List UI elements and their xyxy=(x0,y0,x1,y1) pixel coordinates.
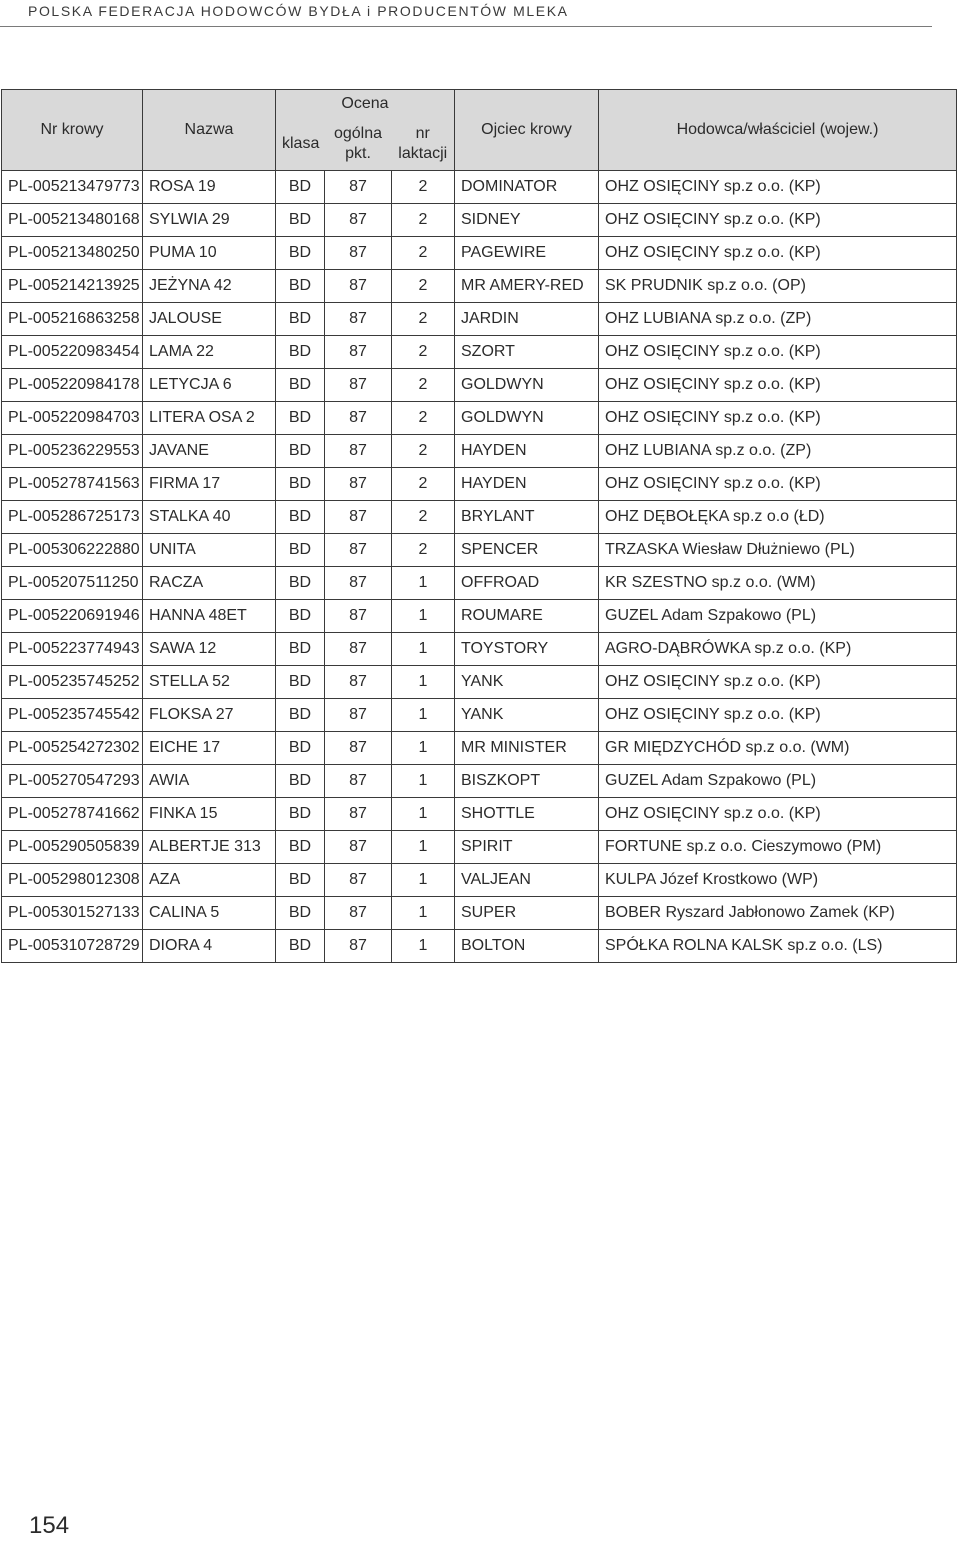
cell-hodowca: GR MIĘDZYCHÓD sp.z o.o. (WM) xyxy=(599,732,957,765)
cell-ogolna: 87 xyxy=(325,435,392,468)
cell-ojciec: MR AMERY-RED xyxy=(455,270,599,303)
cell-nr-laktacji: 1 xyxy=(392,897,455,930)
cell-ogolna: 87 xyxy=(325,534,392,567)
cell-klasa: BD xyxy=(276,798,325,831)
cell-nazwa: JAVANE xyxy=(143,435,276,468)
cell-nr-krowy: PL-005220983454 xyxy=(2,336,143,369)
table-body xyxy=(2,171,957,963)
cell-nr-laktacji: 2 xyxy=(392,204,455,237)
cell-nr-krowy: PL-005214213925 xyxy=(2,270,143,303)
cell-nr-laktacji: 2 xyxy=(392,534,455,567)
cell-ogolna: 87 xyxy=(325,831,392,864)
cell-ogolna: 87 xyxy=(325,864,392,897)
table-row xyxy=(2,468,957,501)
cell-nazwa: DIORA 4 xyxy=(143,930,276,963)
col-header-ocena: Ocena xyxy=(276,90,455,119)
table-row xyxy=(2,270,957,303)
cell-nr-laktacji: 1 xyxy=(392,633,455,666)
cell-ogolna: 87 xyxy=(325,237,392,270)
cell-ogolna: 87 xyxy=(325,897,392,930)
cell-ogolna: 87 xyxy=(325,666,392,699)
cell-ojciec: SPENCER xyxy=(455,534,599,567)
cell-nr-krowy: PL-005216863258 xyxy=(2,303,143,336)
cell-klasa: BD xyxy=(276,930,325,963)
cell-klasa: BD xyxy=(276,336,325,369)
cell-nr-laktacji: 1 xyxy=(392,666,455,699)
cell-nr-krowy: PL-005270547293 xyxy=(2,765,143,798)
page-number: 154 xyxy=(29,1512,70,1539)
cell-ogolna: 87 xyxy=(325,699,392,732)
cows-table xyxy=(1,89,957,963)
cell-ogolna: 87 xyxy=(325,501,392,534)
cell-nazwa: ROSA 19 xyxy=(143,171,276,204)
table-row xyxy=(2,435,957,468)
cell-nr-krowy: PL-005278741563 xyxy=(2,468,143,501)
cell-hodowca: KULPA Józef Krostkowo (WP) xyxy=(599,864,957,897)
cell-nazwa: LITERA OSA 2 xyxy=(143,402,276,435)
cell-nr-laktacji: 1 xyxy=(392,600,455,633)
cell-klasa: BD xyxy=(276,237,325,270)
cell-nr-krowy: PL-005223774943 xyxy=(2,633,143,666)
cell-nazwa: FLOKSA 27 xyxy=(143,699,276,732)
cell-klasa: BD xyxy=(276,435,325,468)
cell-nr-krowy: PL-005310728729 xyxy=(2,930,143,963)
cell-ogolna: 87 xyxy=(325,204,392,237)
cell-hodowca: OHZ LUBIANA sp.z o.o. (ZP) xyxy=(599,435,957,468)
cell-klasa: BD xyxy=(276,171,325,204)
cell-klasa: BD xyxy=(276,204,325,237)
cell-nr-krowy: PL-005306222880 xyxy=(2,534,143,567)
cell-ojciec: BOLTON xyxy=(455,930,599,963)
cell-hodowca: GUZEL Adam Szpakowo (PL) xyxy=(599,600,957,633)
cell-ogolna: 87 xyxy=(325,336,392,369)
table-row xyxy=(2,666,957,699)
cell-nazwa: PUMA 10 xyxy=(143,237,276,270)
cell-hodowca: OHZ OSIĘCINY sp.z o.o. (KP) xyxy=(599,798,957,831)
cell-nr-laktacji: 2 xyxy=(392,468,455,501)
cell-nazwa: FINKA 15 xyxy=(143,798,276,831)
cell-klasa: BD xyxy=(276,666,325,699)
table-row xyxy=(2,831,957,864)
cell-nazwa: LAMA 22 xyxy=(143,336,276,369)
cell-klasa: BD xyxy=(276,897,325,930)
cell-ogolna: 87 xyxy=(325,303,392,336)
cell-nazwa: LETYCJA 6 xyxy=(143,369,276,402)
cell-ojciec: SPIRIT xyxy=(455,831,599,864)
cell-klasa: BD xyxy=(276,534,325,567)
cell-nazwa: FIRMA 17 xyxy=(143,468,276,501)
cell-nr-laktacji: 2 xyxy=(392,501,455,534)
cell-ojciec: GOLDWYN xyxy=(455,402,599,435)
cell-klasa: BD xyxy=(276,699,325,732)
table-row xyxy=(2,765,957,798)
cell-nazwa: CALINA 5 xyxy=(143,897,276,930)
table-row xyxy=(2,303,957,336)
table-row xyxy=(2,534,957,567)
cell-ojciec: ROUMARE xyxy=(455,600,599,633)
cell-nr-laktacji: 1 xyxy=(392,699,455,732)
cell-nazwa: RACZA xyxy=(143,567,276,600)
cell-ojciec: BRYLANT xyxy=(455,501,599,534)
cell-nr-laktacji: 1 xyxy=(392,732,455,765)
cell-nr-laktacji: 1 xyxy=(392,930,455,963)
cell-ogolna: 87 xyxy=(325,732,392,765)
cell-nr-laktacji: 1 xyxy=(392,567,455,600)
cell-nr-krowy: PL-005235745252 xyxy=(2,666,143,699)
cell-nr-laktacji: 2 xyxy=(392,369,455,402)
table-row xyxy=(2,336,957,369)
cell-ojciec: JARDIN xyxy=(455,303,599,336)
cell-nazwa: AWIA xyxy=(143,765,276,798)
table-row xyxy=(2,798,957,831)
cell-klasa: BD xyxy=(276,303,325,336)
table-row xyxy=(2,501,957,534)
cell-ojciec: MR MINISTER xyxy=(455,732,599,765)
cell-nr-krowy: PL-005290505839 xyxy=(2,831,143,864)
cell-klasa: BD xyxy=(276,567,325,600)
cell-ogolna: 87 xyxy=(325,600,392,633)
cell-nr-laktacji: 1 xyxy=(392,798,455,831)
cell-hodowca: AGRO-DĄBRÓWKA sp.z o.o. (KP) xyxy=(599,633,957,666)
cell-nr-laktacji: 1 xyxy=(392,765,455,798)
cell-ojciec: GOLDWYN xyxy=(455,369,599,402)
cell-nr-krowy: PL-005278741662 xyxy=(2,798,143,831)
cell-klasa: BD xyxy=(276,600,325,633)
col-header-ojciec: Ojciec krowy xyxy=(455,90,599,171)
cell-ogolna: 87 xyxy=(325,369,392,402)
cell-ojciec: HAYDEN xyxy=(455,435,599,468)
cell-hodowca: OHZ OSIĘCINY sp.z o.o. (KP) xyxy=(599,666,957,699)
cell-nr-krowy: PL-005220984178 xyxy=(2,369,143,402)
cell-hodowca: OHZ OSIĘCINY sp.z o.o. (KP) xyxy=(599,369,957,402)
cell-nazwa: SYLWIA 29 xyxy=(143,204,276,237)
cell-nazwa: STALKA 40 xyxy=(143,501,276,534)
cell-nazwa: STELLA 52 xyxy=(143,666,276,699)
cell-klasa: BD xyxy=(276,501,325,534)
cell-nazwa: HANNA 48ET xyxy=(143,600,276,633)
cell-klasa: BD xyxy=(276,864,325,897)
cell-nr-laktacji: 2 xyxy=(392,336,455,369)
cell-ojciec: SIDNEY xyxy=(455,204,599,237)
col-header-klasa: klasa xyxy=(276,118,325,171)
cell-nazwa: JEŻYNA 42 xyxy=(143,270,276,303)
cell-klasa: BD xyxy=(276,468,325,501)
cell-hodowca: OHZ OSIĘCINY sp.z o.o. (KP) xyxy=(599,237,957,270)
cell-nr-krowy: PL-005213480250 xyxy=(2,237,143,270)
cell-klasa: BD xyxy=(276,270,325,303)
cell-nazwa: SAWA 12 xyxy=(143,633,276,666)
cell-nr-krowy: PL-005207511250 xyxy=(2,567,143,600)
cell-ojciec: YANK xyxy=(455,666,599,699)
cell-nr-laktacji: 1 xyxy=(392,864,455,897)
cell-ojciec: DOMINATOR xyxy=(455,171,599,204)
cell-hodowca: FORTUNE sp.z o.o. Cieszymowo (PM) xyxy=(599,831,957,864)
cell-klasa: BD xyxy=(276,402,325,435)
cell-klasa: BD xyxy=(276,831,325,864)
table-row xyxy=(2,897,957,930)
cell-hodowca: GUZEL Adam Szpakowo (PL) xyxy=(599,765,957,798)
cell-ogolna: 87 xyxy=(325,171,392,204)
cell-klasa: BD xyxy=(276,633,325,666)
cell-hodowca: BOBER Ryszard Jabłonowo Zamek (KP) xyxy=(599,897,957,930)
cell-nr-laktacji: 2 xyxy=(392,171,455,204)
col-header-nazwa: Nazwa xyxy=(143,90,276,171)
page-header-title: POLSKA FEDERACJA HODOWCÓW BYDŁA i PRODUCENTÓW MLEKA xyxy=(28,3,569,19)
cell-hodowca: SK PRUDNIK sp.z o.o. (OP) xyxy=(599,270,957,303)
col-header-nr-krowy: Nr krowy xyxy=(2,90,143,171)
cell-hodowca: OHZ OSIĘCINY sp.z o.o. (KP) xyxy=(599,336,957,369)
cell-nr-laktacji: 2 xyxy=(392,435,455,468)
table-row xyxy=(2,402,957,435)
cell-nazwa: JALOUSE xyxy=(143,303,276,336)
cell-nr-krowy: PL-005286725173 xyxy=(2,501,143,534)
cell-nazwa: ALBERTJE 313 xyxy=(143,831,276,864)
cell-ogolna: 87 xyxy=(325,633,392,666)
table-row xyxy=(2,369,957,402)
table-row xyxy=(2,699,957,732)
cell-nr-krowy: PL-005301527133 xyxy=(2,897,143,930)
cell-nr-krowy: PL-005220691946 xyxy=(2,600,143,633)
cell-nazwa: EICHE 17 xyxy=(143,732,276,765)
cell-nazwa: UNITA xyxy=(143,534,276,567)
cell-nr-laktacji: 1 xyxy=(392,831,455,864)
cell-hodowca: OHZ LUBIANA sp.z o.o. (ZP) xyxy=(599,303,957,336)
cell-nr-krowy: PL-005213479773 xyxy=(2,171,143,204)
cell-ogolna: 87 xyxy=(325,765,392,798)
header-divider xyxy=(0,26,932,27)
cell-ojciec: SUPER xyxy=(455,897,599,930)
cell-ojciec: PAGEWIRE xyxy=(455,237,599,270)
table-row xyxy=(2,237,957,270)
cell-ogolna: 87 xyxy=(325,402,392,435)
table-row xyxy=(2,600,957,633)
cell-hodowca: SPÓŁKA ROLNA KALSK sp.z o.o. (LS) xyxy=(599,930,957,963)
cell-nr-krowy: PL-005213480168 xyxy=(2,204,143,237)
cell-klasa: BD xyxy=(276,765,325,798)
table-row xyxy=(2,930,957,963)
cell-ojciec: SHOTTLE xyxy=(455,798,599,831)
cell-ogolna: 87 xyxy=(325,468,392,501)
cell-hodowca: OHZ OSIĘCINY sp.z o.o. (KP) xyxy=(599,699,957,732)
cell-ogolna: 87 xyxy=(325,270,392,303)
cell-klasa: BD xyxy=(276,369,325,402)
cell-nr-laktacji: 2 xyxy=(392,237,455,270)
col-header-ogolna: ogólna pkt. xyxy=(325,118,392,171)
cell-nr-laktacji: 2 xyxy=(392,270,455,303)
cell-ojciec: OFFROAD xyxy=(455,567,599,600)
cell-nr-laktacji: 2 xyxy=(392,402,455,435)
cell-nazwa: AZA xyxy=(143,864,276,897)
cell-ojciec: VALJEAN xyxy=(455,864,599,897)
table-row xyxy=(2,864,957,897)
col-header-hodowca: Hodowca/właściciel (wojew.) xyxy=(599,90,957,171)
table-row xyxy=(2,732,957,765)
cell-ojciec: BISZKOPT xyxy=(455,765,599,798)
cell-nr-krowy: PL-005220984703 xyxy=(2,402,143,435)
cell-ogolna: 87 xyxy=(325,798,392,831)
cell-ogolna: 87 xyxy=(325,930,392,963)
cell-ojciec: HAYDEN xyxy=(455,468,599,501)
cell-hodowca: OHZ OSIĘCINY sp.z o.o. (KP) xyxy=(599,171,957,204)
cell-ojciec: TOYSTORY xyxy=(455,633,599,666)
table-row xyxy=(2,171,957,204)
cell-nr-laktacji: 2 xyxy=(392,303,455,336)
cell-ojciec: YANK xyxy=(455,699,599,732)
cell-ogolna: 87 xyxy=(325,567,392,600)
cell-hodowca: KR SZESTNO sp.z o.o. (WM) xyxy=(599,567,957,600)
table-row xyxy=(2,204,957,237)
table-row xyxy=(2,567,957,600)
col-header-nr-laktacji: nr laktacji xyxy=(392,118,455,171)
cell-nr-krowy: PL-005235745542 xyxy=(2,699,143,732)
cell-nr-krowy: PL-005298012308 xyxy=(2,864,143,897)
table-row xyxy=(2,633,957,666)
cell-hodowca: OHZ OSIĘCINY sp.z o.o. (KP) xyxy=(599,204,957,237)
cell-hodowca: OHZ DĘBOŁĘKA sp.z o.o (ŁD) xyxy=(599,501,957,534)
cell-nr-krowy: PL-005236229553 xyxy=(2,435,143,468)
cell-hodowca: TRZASKA Wiesław Dłużniewo (PL) xyxy=(599,534,957,567)
cell-nr-krowy: PL-005254272302 xyxy=(2,732,143,765)
cell-hodowca: OHZ OSIĘCINY sp.z o.o. (KP) xyxy=(599,468,957,501)
cell-ojciec: SZORT xyxy=(455,336,599,369)
cell-klasa: BD xyxy=(276,732,325,765)
cell-hodowca: OHZ OSIĘCINY sp.z o.o. (KP) xyxy=(599,402,957,435)
